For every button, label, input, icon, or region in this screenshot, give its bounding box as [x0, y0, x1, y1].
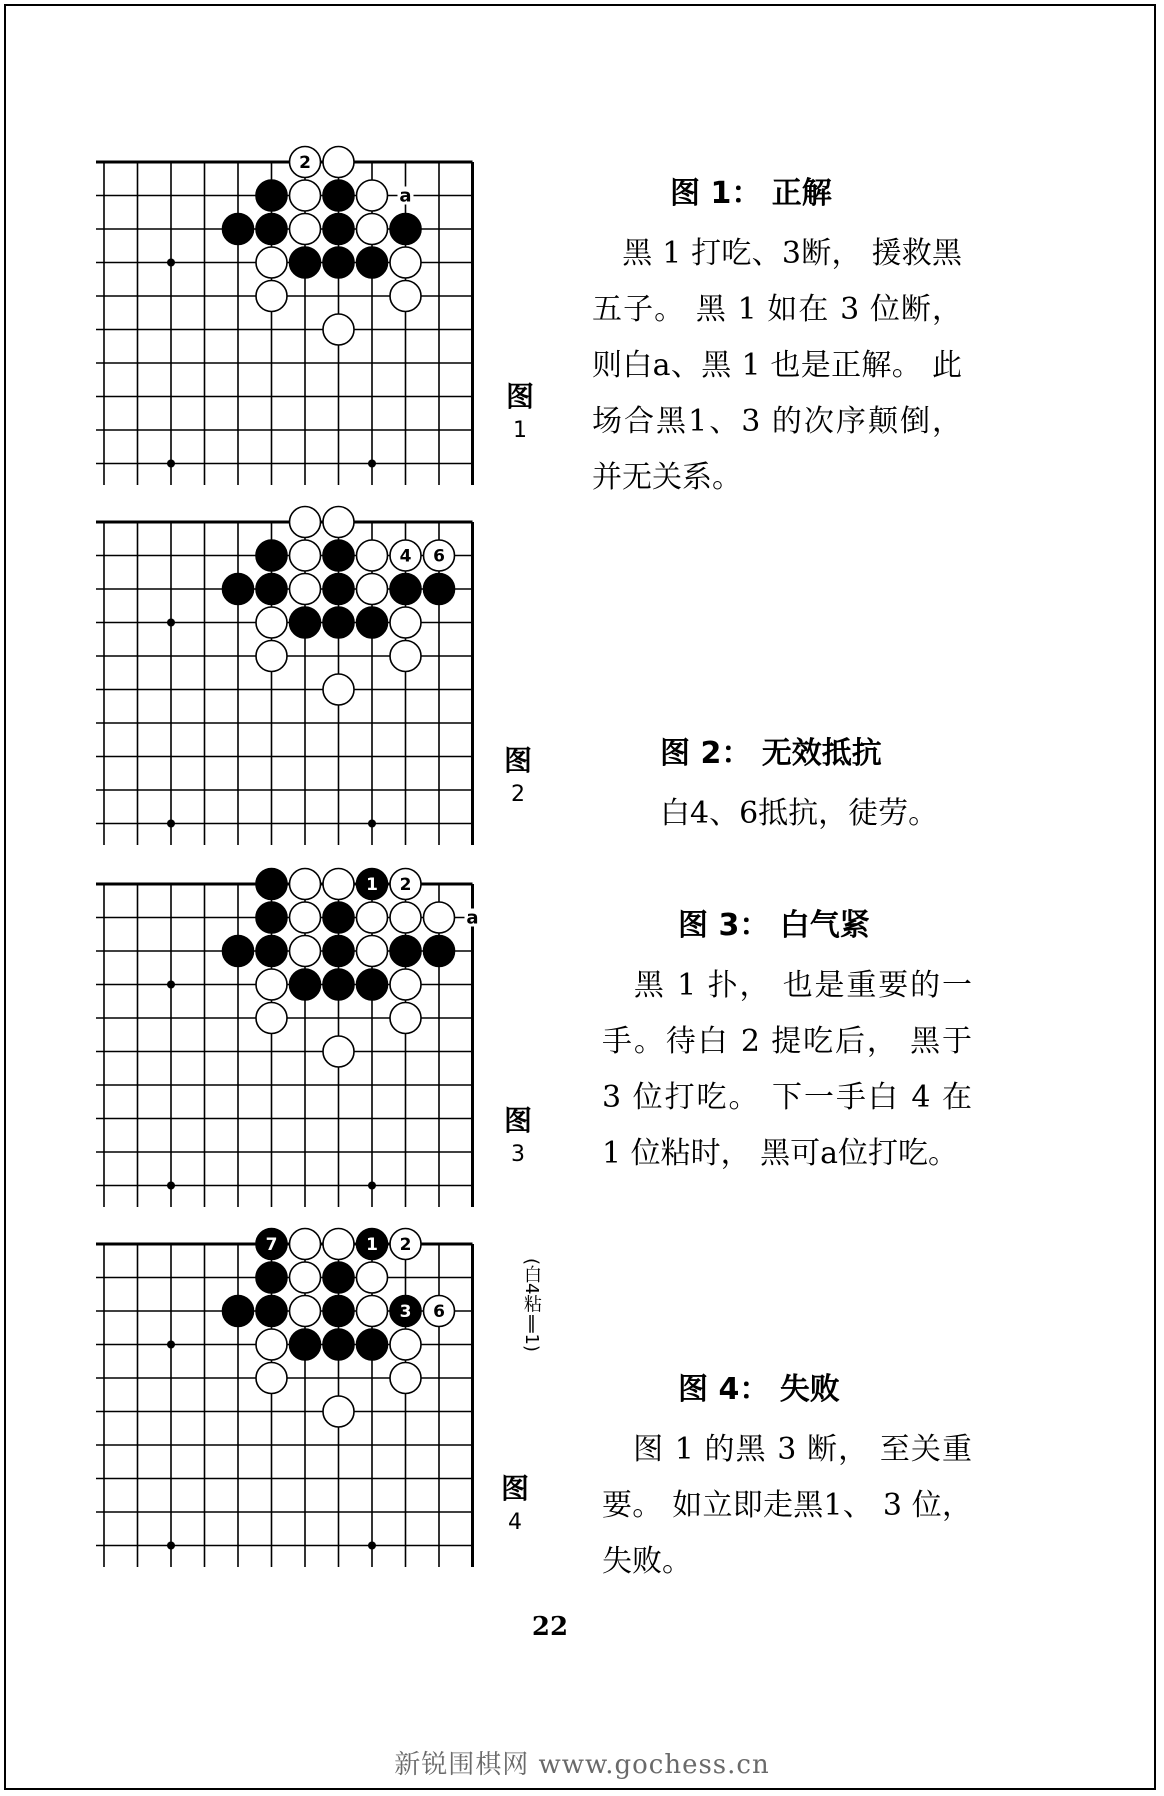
white-stone	[357, 902, 388, 933]
figure-tag-char: 图	[500, 1472, 529, 1505]
figure-tag	[500, 378, 540, 445]
black-stone	[357, 1329, 388, 1360]
white-stone	[323, 869, 354, 900]
black-stone	[424, 936, 455, 967]
figure-tag	[498, 1102, 538, 1169]
figure-tag-number: 2	[511, 781, 525, 807]
figure-text	[592, 168, 972, 506]
figure-tag-char: 图	[503, 744, 532, 777]
star-point	[167, 1182, 175, 1190]
white-stone	[256, 969, 287, 1000]
figure-tag	[495, 1470, 535, 1537]
black-stone	[290, 969, 321, 1000]
black-stone	[256, 1262, 287, 1293]
watermark: 新锐围棋网 www.gochess.cn	[394, 1750, 770, 1780]
white-stone	[290, 1229, 321, 1260]
figure-tag	[498, 742, 538, 809]
star-point	[368, 1182, 376, 1190]
black-stone	[256, 214, 287, 245]
page-number: 22	[531, 1612, 569, 1642]
move-number: 2	[399, 1235, 412, 1255]
white-stone	[290, 1262, 321, 1293]
black-stone	[323, 969, 354, 1000]
figure-caption: 图 4： 失败	[678, 1372, 840, 1407]
board-svg	[96, 500, 506, 845]
figure-tag-number: 4	[508, 1509, 522, 1535]
move-number: 2	[299, 153, 311, 173]
white-stone	[323, 1396, 354, 1427]
white-stone	[390, 641, 421, 672]
figure-tag-number: 1	[513, 417, 527, 443]
white-stone	[290, 1296, 321, 1327]
white-stone	[256, 1003, 287, 1034]
star-point	[167, 820, 175, 828]
white-stone	[390, 1329, 421, 1360]
white-stone	[357, 180, 388, 211]
figure-tag-char: 图	[503, 1104, 532, 1137]
white-stone	[256, 1363, 287, 1394]
white-stone	[390, 969, 421, 1000]
black-stone	[357, 969, 388, 1000]
black-stone	[223, 574, 254, 605]
figure-paragraph: 黑 1 扑， 也是重要的一手。待白 2 提吃后， 黑于 3 位打吃。 下一手白 4 在 1 位粘时， 黑可a位打吃。	[602, 968, 982, 1171]
star-point	[167, 1341, 175, 1349]
white-stone	[323, 1229, 354, 1260]
star-point	[368, 820, 376, 828]
black-stone	[390, 936, 421, 967]
position-mark: a	[466, 907, 479, 929]
figure-caption: 图 2： 无效抵抗	[660, 736, 882, 771]
go-board	[96, 140, 506, 485]
black-stone	[323, 1296, 354, 1327]
star-point	[167, 1542, 175, 1550]
white-stone	[323, 314, 354, 345]
figure-caption: 图 3： 白气紧	[678, 908, 870, 943]
board-svg	[96, 140, 506, 485]
black-stone	[357, 607, 388, 638]
board-svg	[96, 1222, 506, 1567]
move-number: 6	[433, 1302, 445, 1322]
star-point	[167, 259, 175, 267]
white-stone	[256, 607, 287, 638]
move-number: 1	[366, 875, 378, 895]
star-point	[167, 460, 175, 468]
white-stone	[323, 507, 354, 538]
side-note: (白4粘‖1)	[521, 1258, 542, 1352]
black-stone	[323, 180, 354, 211]
white-stone	[290, 540, 321, 571]
black-stone	[290, 247, 321, 278]
black-stone	[223, 1296, 254, 1327]
black-stone	[256, 902, 287, 933]
figure-text	[602, 1364, 982, 1590]
black-stone	[256, 574, 287, 605]
white-stone	[256, 1329, 287, 1360]
black-stone	[223, 936, 254, 967]
white-stone	[424, 902, 455, 933]
white-stone	[357, 1262, 388, 1293]
white-stone	[290, 869, 321, 900]
black-stone	[290, 607, 321, 638]
white-stone	[357, 1296, 388, 1327]
move-number: 4	[399, 546, 412, 567]
position-mark: a	[399, 185, 412, 207]
white-stone	[390, 607, 421, 638]
move-number: 1	[366, 1235, 378, 1255]
black-stone	[323, 540, 354, 571]
black-stone	[323, 902, 354, 933]
black-stone	[323, 1329, 354, 1360]
figure-paragraph: 白4、6抵抗，徒劳。	[660, 796, 939, 831]
black-stone	[323, 1262, 354, 1293]
black-stone	[390, 214, 421, 245]
figure-paragraph: 黑 1 打吃、3断， 援救黑五子。 黑 1 如在 3 位断， 则白a、黑 1 也是正解。 此场合黑1、3 的次序颠倒， 并无关系。	[592, 236, 972, 495]
black-stone	[424, 574, 455, 605]
move-number: 2	[399, 875, 412, 895]
white-stone	[390, 1003, 421, 1034]
figure-paragraph: 图 1 的黑 3 断， 至关重要。 如立即走黑1、 3 位， 失败。	[602, 1432, 982, 1579]
white-stone	[256, 641, 287, 672]
black-stone	[256, 936, 287, 967]
white-stone	[290, 574, 321, 605]
white-stone	[357, 214, 388, 245]
black-stone	[256, 180, 287, 211]
go-board	[96, 500, 506, 845]
star-point	[368, 460, 376, 468]
black-stone	[323, 936, 354, 967]
white-stone	[290, 180, 321, 211]
black-stone	[256, 1296, 287, 1327]
figure-caption: 图 1： 正解	[670, 176, 832, 211]
white-stone	[290, 214, 321, 245]
white-stone	[256, 247, 287, 278]
figure-text	[660, 728, 1040, 842]
white-stone	[390, 281, 421, 312]
black-stone	[323, 607, 354, 638]
white-stone	[290, 507, 321, 538]
star-point	[167, 981, 175, 989]
move-number: 7	[265, 1235, 278, 1255]
white-stone	[390, 247, 421, 278]
white-stone	[290, 902, 321, 933]
white-stone	[357, 936, 388, 967]
black-stone	[323, 247, 354, 278]
black-stone	[223, 214, 254, 245]
star-point	[167, 619, 175, 627]
move-number: 3	[399, 1302, 412, 1322]
white-stone	[390, 1363, 421, 1394]
black-stone	[256, 869, 287, 900]
white-stone	[323, 674, 354, 705]
board-svg	[96, 862, 506, 1207]
black-stone	[256, 540, 287, 571]
white-stone	[323, 147, 354, 178]
white-stone	[357, 540, 388, 571]
star-point	[368, 1542, 376, 1550]
black-stone	[390, 574, 421, 605]
black-stone	[323, 574, 354, 605]
move-number: 6	[433, 546, 445, 567]
figure-text	[602, 900, 982, 1182]
white-stone	[256, 281, 287, 312]
white-stone	[290, 936, 321, 967]
figure-tag-char: 图	[505, 380, 534, 413]
black-stone	[323, 214, 354, 245]
go-board	[96, 1222, 506, 1567]
white-stone	[357, 574, 388, 605]
black-stone	[290, 1329, 321, 1360]
black-stone	[357, 247, 388, 278]
figure-tag-number: 3	[511, 1141, 525, 1167]
go-board	[96, 862, 506, 1207]
white-stone	[390, 902, 421, 933]
white-stone	[323, 1036, 354, 1067]
